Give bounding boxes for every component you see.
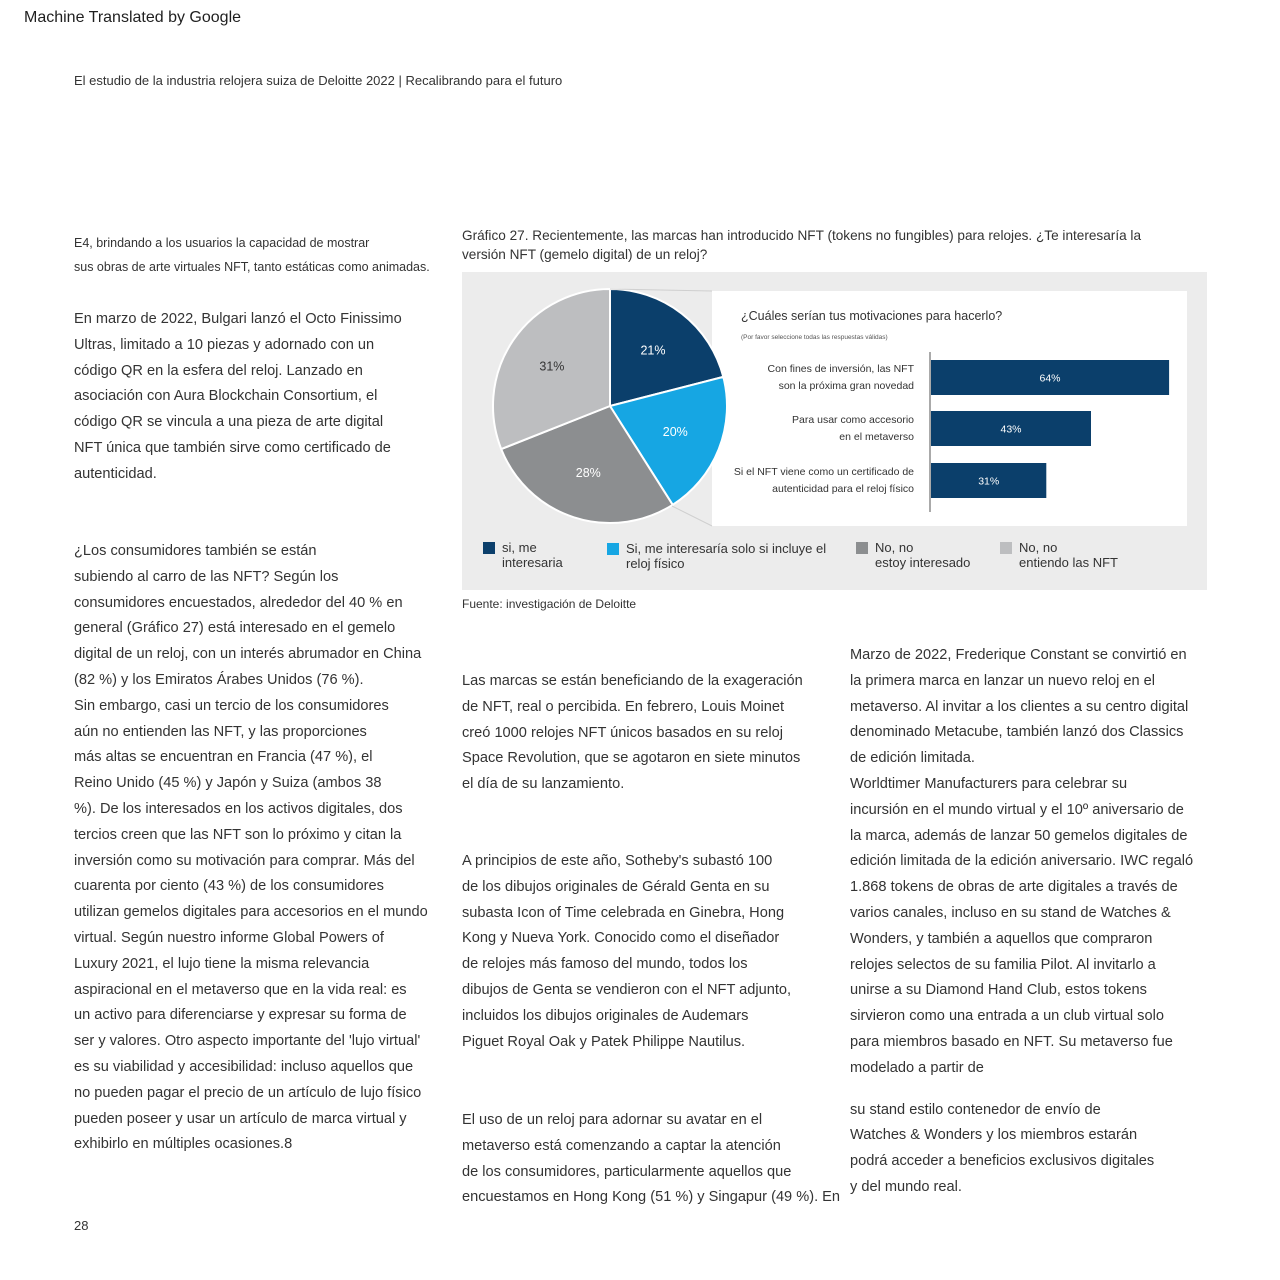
text-line: E4, brindando a los usuarios la capacidad de mostrar <box>74 236 370 250</box>
text-line: de relojes más famoso del mundo, todos los <box>462 956 748 973</box>
text-line: de los consumidores, particularmente aquellos que <box>462 1163 792 1180</box>
running-header: El estudio de la industria relojera suiza de Deloitte 2022 | Recalibrando para el futuro <box>74 73 563 88</box>
legend-label <box>1019 540 1169 570</box>
text-line: %). De los interesados en los activos digitales, dos <box>74 800 403 817</box>
text-line: tercios creen que las NFT son lo próximo y citan la <box>74 826 402 843</box>
bar-category-label: Si el NFT viene como un certificado de <box>733 466 914 478</box>
text-line: de los dibujos originales de Gérald Genta en su <box>462 878 770 895</box>
text-line: unirse a su Diamond Hand Club, estos tokens <box>850 982 1147 999</box>
text-line: varios canales, incluso en su stand de Watches & <box>850 904 1171 921</box>
text-line: y del mundo real. <box>850 1178 962 1195</box>
sothebys-paragraph <box>462 849 842 1055</box>
bar-category-label: autenticidad para el reloj físico <box>772 483 914 495</box>
legend-label-line: estoy interesado <box>875 555 971 570</box>
pie-slice-label: 28% <box>575 465 601 480</box>
text-line: dibujos de Genta se vendieron con el NFT adjunto, <box>462 981 792 998</box>
text-line: Piguet Royal Oak y Patek Philippe Nautilus. <box>462 1033 746 1050</box>
text-line: En marzo de 2022, Bulgari lanzó el Octo Finissimo <box>74 311 402 327</box>
text-line: sirvieron como una entrada a un club virtual solo <box>850 1008 1164 1025</box>
legend-label <box>626 541 856 571</box>
text-line: pueden poseer y usar un artículo de marca virtual y <box>74 1110 407 1127</box>
text-line: un activo para diferenciarse y expresar su forma de <box>74 1007 407 1024</box>
bar-category-label: Con fines de inversión, las NFT <box>767 363 914 375</box>
text-line: ¿Los consumidores también se están <box>74 543 317 559</box>
text-line: relojes selectos de su familia Pilot. Al invitarlo a <box>850 956 1156 973</box>
text-line: Watches & Wonders y los miembros estarán <box>850 1127 1138 1144</box>
figure-title <box>462 226 1192 264</box>
text-line: utilizan gemelos digitales para accesorios en el mundo <box>74 904 428 921</box>
text-line: general (Gráfico 27) está interesado en el gemelo <box>74 620 396 637</box>
text-line: de NFT, real o percibida. En febrero, Louis Moinet <box>462 698 785 715</box>
text-line: incursión en el mundo virtual y el 10º aniversario de <box>850 801 1184 818</box>
text-line: incluidos los dibujos originales de Audemars <box>462 1007 749 1024</box>
callout-line <box>672 506 712 526</box>
figure-title-line: Gráfico 27. Recientemente, las marcas han introducido NFT (tokens no fungibles) para relojes. ¿Te interesaría la <box>462 228 1142 243</box>
text-line: modelado a partir de <box>850 1059 984 1076</box>
pie-slice-label: 31% <box>539 359 565 374</box>
figure-source: Fuente: investigación de Deloitte <box>462 597 637 611</box>
legend-swatch <box>483 542 495 554</box>
legend-item-dont-understand <box>1000 540 1169 570</box>
text-line: la marca, además de lanzar 50 gemelos digitales de <box>850 827 1188 844</box>
bar-chart-title: ¿Cuáles serían tus motivaciones para hacerlo? <box>741 309 1003 323</box>
bar-chart-subtitle: (Por favor seleccione todas las respuestas válidas) <box>741 334 888 341</box>
text-line: Luxury 2021, el lujo tiene la misma relevancia <box>74 955 370 972</box>
text-line: metaverso está comenzando a captar la atención <box>462 1137 781 1154</box>
legend-item-physical-only <box>607 541 856 571</box>
frederique-constant-paragraph <box>850 643 1220 1201</box>
legend-label-line: No, no <box>1019 540 1058 555</box>
pie-slice-label: 21% <box>640 343 666 358</box>
text-line: digital de un reloj, con un interés abrumador en China <box>74 646 422 663</box>
bar-chart <box>734 309 1169 512</box>
text-line: Worldtimer Manufacturers para celebrar su <box>850 775 1128 792</box>
legend-label <box>875 540 1005 570</box>
legend-swatch <box>1000 542 1012 554</box>
text-line: edición limitada de la edición aniversario. IWC regaló <box>850 853 1194 870</box>
text-line: el día de su lanzamiento. <box>462 776 625 793</box>
text-line: denominado Metacube, también lanzó dos Classics <box>850 724 1184 741</box>
text-line: virtual. Según nuestro informe Global Powers of <box>74 929 384 946</box>
text-line: no pueden pagar el precio de un artículo de lujo físico <box>74 1084 422 1101</box>
text-line: Ultras, limitado a 10 piezas y adornado con un <box>74 336 375 353</box>
text-line: Space Revolution, que se agotaron en siete minutos <box>462 750 801 767</box>
legend-swatch <box>607 543 619 555</box>
bar-category-label: son la próxima gran novedad <box>778 380 914 392</box>
text-line: creó 1000 relojes NFT únicos basados en su reloj <box>462 724 783 741</box>
text-line: para miembros basado en NFT. Su metaverso fue <box>850 1033 1173 1050</box>
bulgari-paragraph <box>74 307 444 488</box>
text-line: Marzo de 2022, Frederique Constant se convirtió en <box>850 647 1187 663</box>
text-line: metaverso. Al invitar a los clientes a su centro digital <box>850 698 1189 715</box>
page-number: 28 <box>74 1218 89 1233</box>
text-line: ser y valores. Otro aspecto importante del 'lujo virtual' <box>74 1033 421 1050</box>
text-line: Las marcas se están beneficiando de la exageración <box>462 673 803 689</box>
text-line: consumidores encuestados, alrededor del 40 % en <box>74 594 403 611</box>
text-line: cuarenta por ciento (43 %) de los consumidores <box>74 878 384 895</box>
bar-value-label: 31% <box>978 475 1000 488</box>
text-line: 1.868 tokens de obras de arte digitales a través de <box>850 879 1178 896</box>
text-line: El uso de un reloj para adornar su avatar en el <box>462 1112 763 1128</box>
text-line: la primera marca en lanzar un nuevo reloj en el <box>850 672 1156 689</box>
avatar-paragraph <box>462 1108 857 1211</box>
brands-paragraph <box>462 669 842 798</box>
pie-chart <box>493 289 727 526</box>
legend-label-line: No, no <box>875 540 914 555</box>
text-line: (82 %) y los Emiratos Árabes Unidos (76 %). <box>74 671 364 688</box>
text-line: subasta Icon of Time celebrada en Ginebra, Hong <box>462 904 785 921</box>
text-line: subiendo al carro de las NFT? Según los <box>74 568 339 585</box>
bar-category-label: en el metaverso <box>839 431 914 443</box>
legend-label-line: si, me <box>502 540 537 555</box>
text-line: NFT única que también sirve como certificado de <box>74 439 391 456</box>
text-line: asociación con Aura Blockchain Consortium, el <box>74 388 378 405</box>
consumers-paragraph <box>74 539 454 1158</box>
text-line: de edición limitada. <box>850 750 975 767</box>
text-line: Wonders, y también a aquellos que compraron <box>850 930 1153 947</box>
text-line: sus obras de arte virtuales NFT, tanto estáticas como animadas. <box>74 260 430 274</box>
legend-label-line: Si, me interesaría solo si incluye el <box>626 541 827 556</box>
legend-label-line: reloj físico <box>626 556 685 571</box>
legend-swatch <box>856 542 868 554</box>
text-line: más altas se encuentran en Francia (47 %), el <box>74 749 373 766</box>
bar-value-label: 43% <box>1000 423 1022 436</box>
text-line: aspiracional en el metaverso que en la vida real: es <box>74 981 407 998</box>
text-line: A principios de este año, Sotheby's subastó 100 <box>462 853 773 869</box>
pie-slice-label: 20% <box>662 424 688 439</box>
text-line: Sin embargo, casi un tercio de los consumidores <box>74 697 389 714</box>
text-line: encuestamos en Hong Kong (51 %) y Singapur (49 %). En <box>462 1189 841 1206</box>
text-line: es su viabilidad y accesibilidad: incluso aquellos que <box>74 1058 414 1075</box>
text-line: código QR en la esfera del reloj. Lanzado en <box>74 362 363 379</box>
text-line: su stand estilo contenedor de envío de <box>850 1101 1101 1118</box>
machine-translation-banner: Machine Translated by Google <box>24 9 242 26</box>
bar-category-label: Para usar como accesorio <box>792 414 914 426</box>
text-line: autenticidad. <box>74 465 157 482</box>
text-line: podrá acceder a beneficios exclusivos digitales <box>850 1153 1155 1170</box>
text-line: Kong y Nueva York. Conocido como el diseñador <box>462 930 780 947</box>
bar-value-label: 64% <box>1039 372 1061 385</box>
text-line: aún no entienden las NFT, y las proporciones <box>74 723 367 740</box>
text-line: Reino Unido (45 %) y Japón y Suiza (ambos 38 <box>74 775 382 792</box>
legend-label-line: entiendo las NFT <box>1019 555 1118 570</box>
text-line: inversión como su motivación para comprar. Más del <box>74 852 415 869</box>
left-intro-paragraph <box>74 231 454 279</box>
figure-title-line: versión NFT (gemelo digital) de un reloj? <box>462 247 708 262</box>
legend-label-line: interesaria <box>502 555 563 570</box>
text-line: exhibirlo en múltiples ocasiones.8 <box>74 1136 293 1153</box>
text-line: código QR se vincula a una pieza de arte digital <box>74 414 384 431</box>
legend-item-not-interested <box>856 540 1005 570</box>
